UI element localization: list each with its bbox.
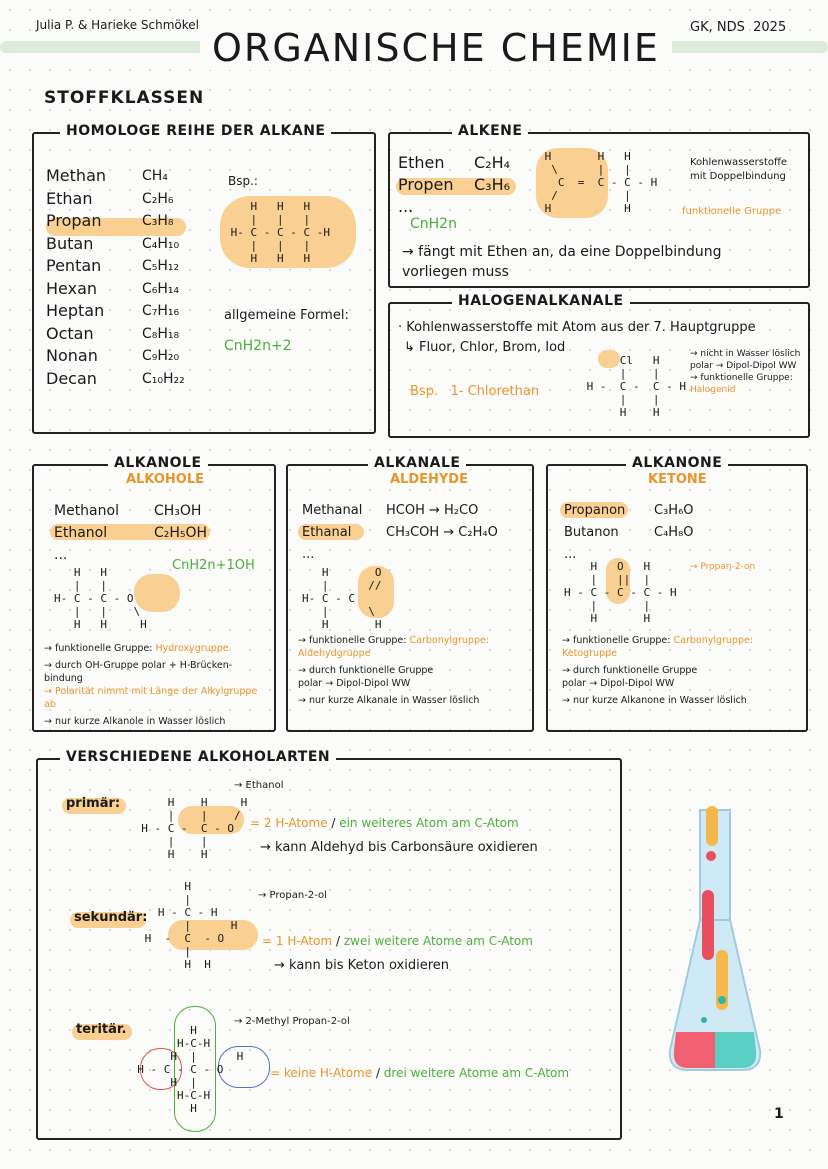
flask-liquid-teal [715, 1032, 756, 1068]
halogen-line2: ↳ Fluor, Chlor, Brom, Iod [404, 340, 566, 355]
tube-orange [706, 806, 718, 846]
alkane-general-formula: CnH2n+2 [224, 338, 292, 354]
halogen-box [388, 293, 810, 438]
bubble-red [706, 851, 716, 861]
formula-label: allgemeine Formel: [224, 308, 349, 323]
halogen-example: Bsp. 1- Chlorethan [410, 384, 540, 399]
bubble-teal [718, 996, 726, 1004]
alkanale-rows: Methanal HCOH → H₂CO Ethanal CH₃COH → C₂H₄O ... [302, 503, 498, 562]
alkene-desc: Kohlenwasserstoffe mit Doppelbindung [690, 157, 788, 182]
alkanole-subtitle: ALKOHOLE [126, 472, 204, 487]
alkanale-subtitle: ALDEHYDE [390, 472, 468, 487]
alkene-title: ALKENE [452, 123, 528, 139]
primary-label: primär: [66, 796, 121, 811]
tube-red [702, 890, 714, 960]
propen-molecule: H H H \ | | C = C - C - H / | H H [544, 150, 658, 215]
alkanone-subtitle: KETONE [648, 472, 707, 487]
primary-molecule: H H H | | / H - C - C - O | | H H [141, 796, 248, 861]
alkanone-bullets: → funktionelle Gruppe: Carbonylgruppe: Ketogruppe → durch funktionelle Gruppe polar → Dipol-Dipol WW → nur kurze Alkanone in Wasser löslich [562, 635, 754, 706]
tertiary-name: → 2-Methyl Propan-2-ol [234, 1016, 350, 1027]
authors: Julia P. & Harieke Schmökel [36, 18, 199, 32]
alkanole-rows: Methanol CH₃OH Ethanol C₂H₅OH ... [54, 503, 208, 563]
section-title: STOFFKLASSEN [44, 88, 205, 108]
primary-name: → Ethanol [234, 780, 284, 791]
halogen-title: HALOGENALKANALE [452, 293, 630, 309]
halogen-notes: → nicht in Wasser löslich polar → Dipol-Dipol WW → funktionelle Gruppe: Halogenid [690, 349, 801, 395]
alkane-names: Methan Ethan Propan Butan Pentan Hexan Heptan Octan Nonan Decan [46, 166, 107, 388]
alkanole-box [32, 455, 276, 732]
tertiary-molecule: H H-C-H H | H H - C - C - O H | H-C-H H [137, 1024, 244, 1115]
propanon-molecule: H O H | || | H - C - C - C - H | | H H [564, 560, 677, 625]
secondary-label: sekundär: [74, 910, 148, 925]
alkohol-title: VERSCHIEDENE ALKOHOLARTEN [60, 749, 336, 765]
flask-illustration [660, 800, 770, 1090]
ethanal-molecule: H O | // H- C - C | \ H H [302, 566, 382, 631]
alkane-formulas: CH₄ C₂H₆ C₃H₈ C₄H₁₀ C₅H₁₂ C₆H₁₄ C₇H₁₆ C₈H₁₈ C₉H₂₀ C₁₀H₂₂ [142, 168, 185, 387]
bubble-teal-2 [701, 1017, 707, 1023]
alkanole-bullets: → funktionelle Gruppe: Hydroxygruppe → durch OH-Gruppe polar + H-Brücken-bindung → Polarität nimmt mit Länge der Alkylgruppe ab → nur kurze Alkanole in Wasser löslich [44, 643, 258, 727]
primary-ox: → kann Aldehyd bis Carbonsäure oxidieren [260, 840, 538, 855]
tertiary-label: teritär. [76, 1022, 127, 1037]
alkene-general: CnH2n [410, 216, 457, 232]
alkohol-box [36, 749, 622, 1140]
alkene-group-label: funktionelle Gruppe [682, 206, 782, 217]
primary-eq: = 2 H-Atome / ein weiteres Atom am C-Atom [250, 816, 519, 830]
secondary-molecule: H | H - C - H | H H - C - O | H H [144, 880, 238, 971]
secondary-name: → Propan-2-ol [258, 890, 327, 901]
secondary-eq: = 1 H-Atom / zwei weitere Atome am C-Atom [262, 934, 533, 948]
alkanone-rows: Propanon C₃H₆O Butanon C₄H₈O ... [564, 503, 694, 562]
alkanole-general: CnH2n+1OH [172, 558, 255, 573]
alkane-example-label: Bsp.: [228, 174, 258, 188]
alkene-formulas: C₂H₄ C₃H₆ [474, 153, 511, 194]
ethanol-molecule: H H | | H- C - C - O | | \ H H H [54, 566, 147, 631]
propan-molecule: H H H | | | H- C - C - C -H | | | H H H [230, 200, 330, 265]
page-title: ORGANISCHE CHEMIE [200, 26, 672, 70]
alkanole-title: ALKANOLE [108, 455, 208, 471]
alkene-names: Ethen Propen ... [398, 153, 454, 216]
page-number: 1 [774, 1106, 784, 1122]
alkane-title: HOMOLOGE REIHE DER ALKANE [60, 123, 331, 139]
alkanale-box [286, 455, 534, 732]
chlorethan-molecule: Cl H | | H - C - C - H | | H H [586, 354, 686, 419]
course: GK, NDS 2025 [690, 20, 787, 35]
tertiary-eq: = keine H-Atome / drei weitere Atome am C-Atom [270, 1066, 570, 1080]
alkane-box [32, 123, 376, 434]
secondary-ox: → kann bis Keton oxidieren [274, 958, 449, 973]
alkanone-title: ALKANONE [626, 455, 728, 471]
flask-liquid-red [674, 1032, 715, 1068]
alkene-box [388, 123, 810, 288]
alkene-note: → fängt mit Ethen an, da eine Doppelbindung vorliegen muss [402, 244, 722, 280]
alkanale-title: ALKANALE [368, 455, 466, 471]
alkanale-bullets: → funktionelle Gruppe: Carbonylgruppe: Aldehydgruppe → durch funktionelle Gruppe polar → Dipol-Dipol WW → nur kurze Alkanale in Wasser löslich [298, 635, 490, 706]
halogen-line1: · Kohlenwasserstoffe mit Atom aus der 7. Hauptgruppe [398, 320, 756, 335]
propanon-arrow-note: → Propan-2-on [690, 562, 756, 572]
alkanone-box [546, 455, 808, 732]
